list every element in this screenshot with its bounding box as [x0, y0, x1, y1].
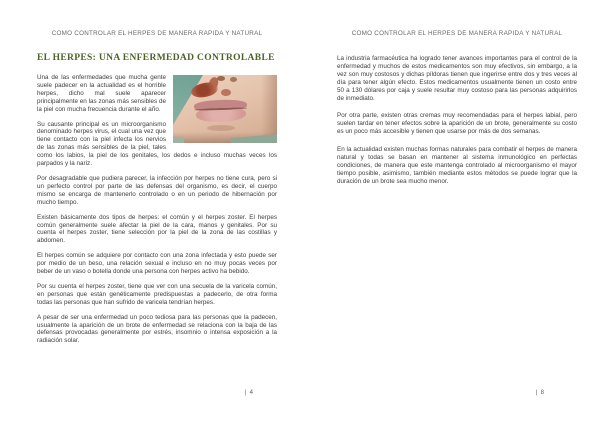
paragraph: El herpes común se adquiere por contacto con una zona infectada y esto puede ser por medio de un beso, una relación sexual e incluso en no muy pocas veces por beber de un vaso o botella donde una persona con herpes activo ha bebido. [37, 252, 277, 276]
photo-chin-shape [207, 125, 235, 131]
paragraph: En la actualidad existen muchas formas naturales para combatir el herpes de manera natural y todas se basan en mantener al sistema inmunológico en perfectas condiciones, de manera que este mantenga controlado al microorganismo el mayor tiempo posible, asimismo, también mediante estos métodos se puede lograr que la duración de un brote sea mucho menor. [337, 146, 577, 185]
photo-nostril-shape [230, 77, 237, 82]
paragraph: Por otra parte, existen otras cremas muy recomendadas para el herpes labial, pero suelen tardar en tener efectos sobre la aparición de un brote, generalmente su costo es un poco más accesible y tienen que usarse por más de dos semanas. [337, 112, 577, 136]
paragraph: Por desagradable que pudiera parecer, la infección por herpes no tiene cura, pero si un perfecto control por parte de las defensas del organismo, es decir, el cuerpo mismo se encarga de mantenerlo controlado o en un periodo de hibernación por mucho tiempo. [37, 174, 277, 206]
paragraph: A pesar de ser una enfermedad un poco tediosa para las personas que la padecen, usualmente la aparición de un brote de enfermedad se relaciona con la baja de las defensas provocadas generalmente por estrés, insomnio o intensa exposición a la radiación solar. [37, 313, 277, 345]
herpes-lips-photo [173, 75, 277, 143]
right-page-body [337, 55, 577, 186]
running-header: COMO CONTROLAR EL HERPES DE MANERA RAPIDA Y NATURAL [51, 30, 263, 37]
paragraph: Por su cuenta el herpes zoster, tiene que ver con una secuela de la varicela común, en personas que están genéticamente predispuestas a padecerlo, de otra forma todas las personas que han sufrido de varicela tendrían herpes. [37, 282, 277, 306]
page-number-left: | 4 [244, 390, 254, 396]
left-page-body [37, 74, 277, 345]
running-header: COMO CONTROLAR EL HERPES DE MANERA RAPIDA Y NATURAL [351, 30, 563, 37]
photo-background-shape [173, 136, 185, 143]
paragraph: La industria farmacéutica ha logrado tener avances importantes para el control de la enfermedad y muchos de estos medicamentos son muy efectivos, sin embargo, a la vez son muy costosos y dichas píldoras tienen que ingerirse entre dos y tres veces al día para tener algún efecto. Estos medicamentos usualmente tienen un costo entre 50 a 130 dólares por caja y suele resultar muy costoso para las personas adquirirlos de inmediato. [337, 55, 577, 102]
paragraph: Su causante principal es un microorganismo denominado herpes virus, el cual una vez que tiene contacto con la piel infecta los nervios de las zonas más sensibles de la piel, tales como los labios, la piel de los genitales, los dedos e incluso muchas veces los parpados y la nariz. [37, 120, 277, 168]
paragraph: Existen básicamente dos tipos de herpes: el común y el herpes zoster. El herpes común generalmente suele afectar la piel de la cara, manos y genitales. Por su cuenta el herpes zoster, tiene selección por la piel de la zona de las costillas y abdomen. [37, 213, 277, 245]
page-number-right: | 8 [535, 390, 545, 396]
paragraph: Una de las enfermedades que mucha gente suele padecer en la actualidad es el horrible herpes, dicho mal suele aparecer principalmente en las zonas más sensibles de la piel con mucha frecuencia durante el año. [37, 74, 166, 113]
page-right [300, 0, 600, 424]
chapter-heading: EL HERPES: UNA ENFERMEDAD CONTROLABLE [37, 53, 275, 63]
photo-lesion-shape [221, 89, 231, 96]
